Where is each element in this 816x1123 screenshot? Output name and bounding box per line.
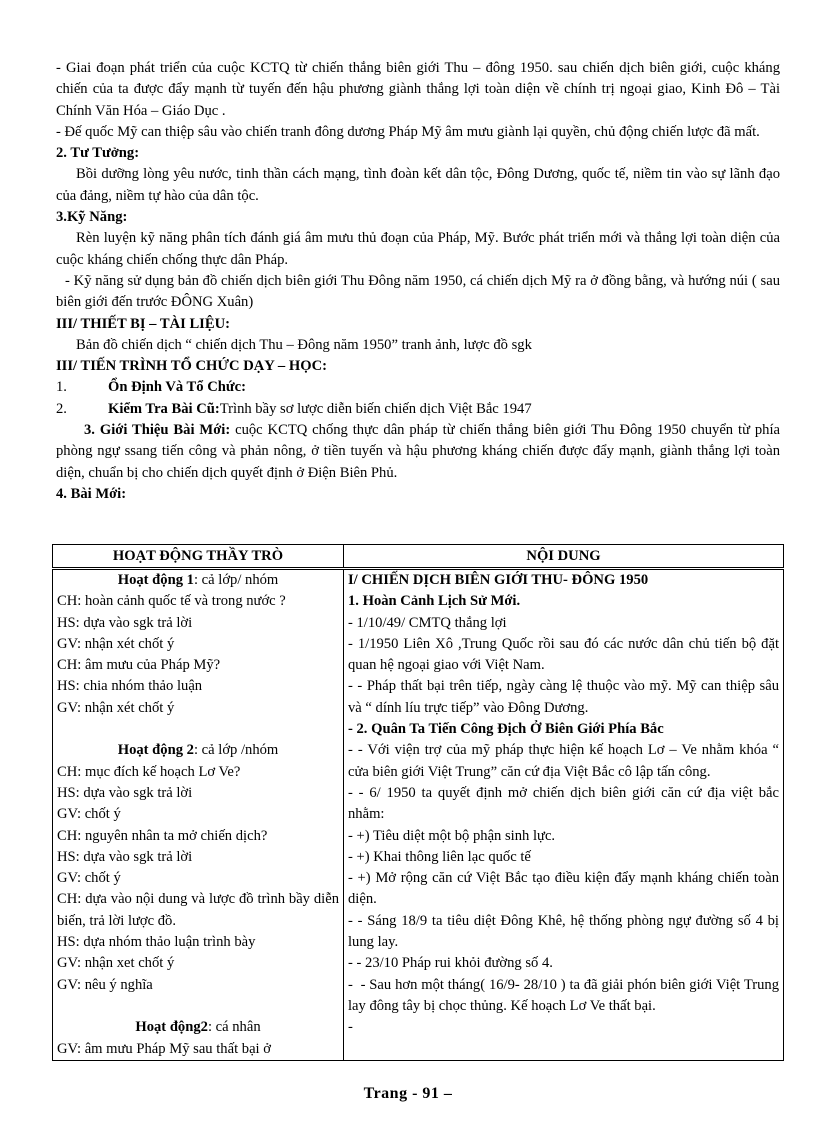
column-header-content: NỘI DUNG — [344, 545, 784, 569]
content-line: - 1/1950 Liên Xô ,Trung Quốc rồi sau đó các nước dân chủ tiến bộ đặt quan hệ ngoại giao với Việt Nam. — [348, 635, 779, 674]
activity-line: CH: nguyên nhân ta mở chiến dịch? — [57, 827, 268, 844]
column-header-activities: HOẠT ĐỘNG THẦY TRÒ — [53, 545, 344, 569]
activity-1-mode: : cả lớp/ nhóm — [193, 572, 279, 588]
activity-line: HS: dựa vào sgk trả lời — [57, 784, 193, 801]
step-3 — [56, 420, 780, 484]
activity-2-heading — [57, 740, 339, 761]
activity-line: GV: âm mưu Pháp Mỹ sau thất bại ở — [57, 1040, 271, 1057]
intro-paragraph-1: - Giai đoạn phát triển của cuộc KCTQ từ chiến thắng biên giới Thu – đông 1950. sau chiến dịch biên giới, cuộc kháng chiến của ta được đẩy mạnh từ tuyến đến hậu phương giành thắng lợi toàn diện về chính trị ngoại giao, Kinh Đô – Tài Chính Văn Hóa – Giáo Dục . — [56, 60, 780, 119]
spacer — [57, 996, 339, 1017]
step-1-number: 1. — [56, 379, 67, 396]
activity-line: GV: nhận xét chốt ý — [57, 635, 175, 652]
content-line: - - Pháp thất bại trên tiếp, ngày càng lệ thuộc vào mỹ. Mỹ can thiệp sâu và “ dính líu trực tiếp” vào Đông Dương. — [348, 678, 779, 716]
activity-3-mode: : cá nhân — [207, 1019, 261, 1036]
content-line: - - 6/ 1950 ta quyết định mở chiến dịch biên giới căn cứ địa việt bắc nhằm: — [348, 784, 779, 823]
intro-paragraph-2: - Đế quốc Mỹ can thiệp sâu vào chiến tranh đông dương Pháp Mỹ âm mưu giành lại quyền, chủ động chiến lược đã mất. — [56, 123, 760, 140]
activity-line: CH: dựa vào nội dung và lược đồ trình bầy diễn biến, trả lời lược đồ. — [57, 891, 339, 929]
content-section-1: 1. Hoàn Cảnh Lịch Sử Mới. — [348, 593, 521, 610]
content-line: - +) Khai thông liên lạc quốc tế — [348, 848, 531, 865]
activity-1-label: Hoạt động 1 — [117, 572, 194, 588]
step-4: 4. Bài Mới: — [56, 485, 127, 502]
activity-line: HS: chia nhóm thảo luận — [57, 678, 203, 695]
intro-paragraph-6: Bản đồ chiến dịch “ chiến dịch Thu – Đông năm 1950” tranh ảnh, lược đồ sgk — [76, 336, 532, 353]
content-line: - - Với viện trợ của mỹ pháp thực hiện kế hoạch Lơ – Ve nhằm khóa “ cửa biên giới Việt Trung” căn cứ địa Việt Bắc cô lập tấn công. — [348, 742, 779, 780]
intro-paragraph-3: Bồi dưỡng lòng yêu nước, tinh thần cách mạng, tình đoàn kết dân tộc, Đông Dương, quốc tế, niềm tin vào sự lãnh đạo của đảng, niềm tự hào của dân tộc. — [56, 166, 780, 204]
activity-line: CH: mục đích kế hoạch Lơ Ve? — [57, 763, 241, 780]
activity-2-label: Hoạt động 2 — [117, 742, 194, 759]
activity-line: HS: dựa vào sgk trả lời — [57, 848, 193, 865]
spacer — [57, 719, 339, 740]
activity-line: CH: âm mưu của Pháp Mỹ? — [57, 657, 221, 674]
heading-thiet-bi: III/ THIẾT BỊ – TÀI LIỆU: — [56, 315, 230, 332]
content-section-2: - 2. Quân Ta Tiến Công Địch Ở Biên Giới Phía Bắc — [348, 721, 664, 738]
activity-2-mode: : cả lớp /nhóm — [193, 742, 279, 759]
step-1 — [56, 377, 780, 398]
step-2 — [56, 399, 780, 420]
step-2-label: Kiểm Tra Bài Cũ: — [108, 400, 220, 417]
content-line: - - Sau hơn một tháng( 16/9- 28/10 ) ta đã giải phón biên giới Việt Trung lay đông tây bị chọc thủng. Kế hoạch Lơ Ve thất bại. — [348, 976, 812, 1014]
page-number: Trang - 91 – — [363, 1085, 453, 1102]
step-1-text: Ổn Định Và Tổ Chức: — [108, 379, 246, 396]
activity-line: GV: chốt ý — [57, 806, 121, 823]
content-title: I/ CHIẾN DỊCH BIÊN GIỚI THU- ĐÔNG 1950 — [348, 572, 649, 588]
heading-tu-tuong: 2. Tư Tưởng: — [56, 145, 140, 162]
activity-line: GV: chốt ý — [57, 870, 121, 887]
content-cell — [344, 569, 812, 1061]
activities-cell — [53, 569, 344, 1061]
content-line: - - Sáng 18/9 ta tiêu diệt Đông Khê, hệ thống phòng ngự đường số 4 bị lung lay. — [348, 912, 779, 951]
intro-section — [56, 58, 780, 505]
activity-3-heading — [57, 1017, 339, 1038]
step-3-text: cuộc KCTQ chống thực dân pháp từ chiến thắng biên giới Thu Đông 1950 chuyển từ phía phòng ngự ssang tiến công và phản nông, ở tiền tuyến và hậu phương kháng chiến được đẩy mạnh, giành thắng lợi toàn diện, chuẩn bị cho chiến dịch quyết định ở Điện Biên Phủ. — [56, 422, 781, 481]
activity-3-label: Hoạt động2 — [135, 1019, 208, 1036]
activity-line: HS: dựa nhóm thảo luận trình bày — [57, 934, 256, 951]
activity-line: GV: nhận xét chốt ý — [57, 699, 175, 716]
step-3-label: 3. Giới Thiệu Bài Mới: — [84, 422, 231, 439]
activity-line: CH: hoàn cảnh quốc tế và trong nước ? — [57, 593, 286, 610]
content-line: - - 23/10 Pháp rui khỏi đường số 4. — [348, 955, 553, 972]
table-header-row — [53, 545, 784, 569]
content-line: - +) Tiêu diệt một bộ phận sinh lực. — [348, 827, 556, 844]
activity-line: GV: nêu ý nghĩa — [57, 976, 153, 993]
step-2-number: 2. — [56, 400, 67, 417]
heading-tien-trinh: III/ TIẾN TRÌNH TỔ CHỨC DẠY – HỌC: — [56, 358, 327, 375]
step-2-text: Trình bầy sơ lược diễn biến chiến dịch Việt Bắc 1947 — [219, 400, 532, 417]
activity-line: HS: dựa vào sgk trả lời — [57, 614, 193, 631]
table-row — [53, 569, 784, 1061]
lesson-table — [52, 544, 812, 1061]
activity-1-heading — [57, 570, 339, 591]
page-footer — [0, 1085, 816, 1103]
content-line: - 1/10/49/ CMTQ thắng lợi — [348, 614, 507, 631]
intro-paragraph-5: - Kỹ năng sử dụng bản đồ chiến dịch biên giới Thu Đông năm 1950, cá chiến dịch Mỹ ra ở đồng bằng, và hướng núi ( sau biên giới đến trước ĐÔNG Xuân) — [56, 272, 780, 311]
content-line: - +) Mở rộng căn cứ Việt Bắc tạo điều kiện đẩy mạnh kháng chiến toàn diện. — [348, 870, 779, 908]
intro-paragraph-4: Rèn luyện kỹ năng phân tích đánh giá âm mưu thủ đoạn của Pháp, Mỹ. Bước phát triển mới và thắng lợi toàn diện của cuộc kháng chiến chống thực dân Pháp. — [56, 230, 780, 268]
content-line: - — [348, 1019, 353, 1036]
activity-line: GV: nhận xet chốt ý — [57, 955, 175, 972]
heading-ky-nang: 3.Kỹ Năng: — [56, 209, 128, 226]
